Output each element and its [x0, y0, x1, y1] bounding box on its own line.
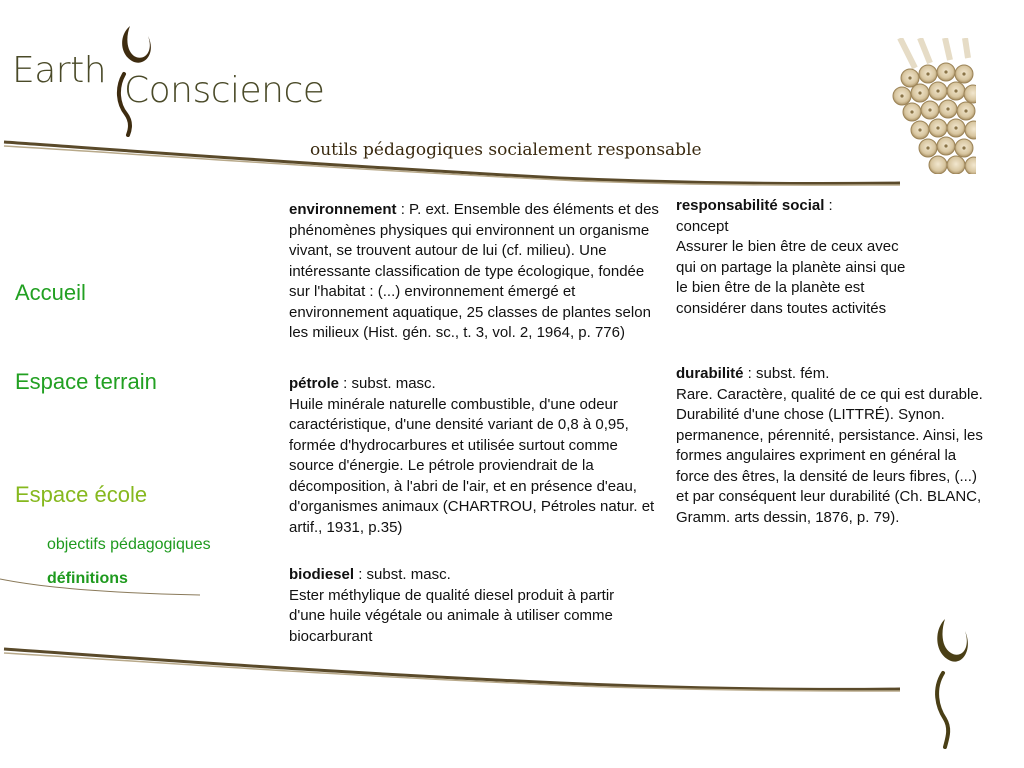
logo-word-conscience: Conscience	[124, 70, 325, 111]
nav-espace-terrain-link[interactable]: Espace terrain	[15, 369, 157, 394]
nav-accueil-link[interactable]: Accueil	[15, 280, 86, 305]
footer-divider-swoosh	[0, 645, 905, 697]
sprout-ornament-icon	[925, 615, 975, 750]
nav-objectifs-link[interactable]: objectifs pédagogiques	[47, 536, 211, 553]
definition-text: Assurer le bien être de ceux avec qui on partage la planète ainsi que le bien être de la planète est considérer dans toutes activités	[676, 238, 906, 317]
term-biodiesel: biodiesel	[289, 566, 355, 583]
definition-type: concept	[676, 217, 729, 235]
definition-environnement: environnement : P. ext. Ensemble des éléments et des phénomènes physiques qui environnent un organisme vivant, se trouvent autour de lui (cf. milieu). Une intéressante classification de type écologique, fondée sur l'habitat : (...) environnement émergé et environnement aquatique, 25 classes de plantes selon les milieux (Hist. gén. sc., t. 3, vol. 2, 1964, p. 776)	[289, 201, 659, 341]
definition-type: subst. masc.	[366, 566, 451, 583]
term-environnement: environnement	[289, 201, 397, 218]
nav-underline-swoosh	[0, 577, 205, 599]
definition-type: subst. fém.	[756, 365, 830, 382]
definition-text: Rare. Caractère, qualité de ce qui est durable. Durabilité d'une chose (LITTRÉ). Synon. permanence, pérennité, persistance. Ainsi, les formes angulaires expriment en général la force des êtres, la densité de leurs fibres, (...) et par conséquent leur durabilité (Ch. BLANC, Gramm. arts dessin, 1876, p. 79).	[676, 385, 983, 526]
term-responsabilite: responsabilité social	[676, 197, 825, 214]
definition-biodiesel: biodiesel : subst. masc. Ester méthylique de qualité diesel produit à partir d'une huile végétale ou animale à utiliser comme biocarburant	[289, 566, 615, 645]
logo-word-earth: Earth	[12, 50, 107, 91]
logo[interactable]	[8, 22, 348, 137]
definition-petrole: pétrole : subst. masc. Huile minérale naturelle combustible, d'une odeur caractéristique, d'une densité variant de 0,8 à 0,95, formée d'hydrocarbures et utilisée surtout comme source d'énergie. Le pétrole proviendrait de la décomposition, à l'abri de l'air, et en présence d'eau, d'organismes animaux (CHARTROU, Pétroles natur. et artif., 1931, p.35)	[289, 375, 655, 536]
definition-text: Ester méthylique de qualité diesel produit à partir d'une huile végétale ou animale à utiliser comme biocarburant	[289, 586, 615, 645]
nav-definitions-link[interactable]: définitions	[47, 570, 128, 587]
definition-type: subst. masc.	[351, 375, 436, 392]
definition-text: P. ext. Ensemble des éléments et des phénomènes physiques qui environnent un organisme vivant, se trouvent autour de lui (cf. milieu). Une intéressante classification de type écologique, fondée sur l'habitat : (...) environnement émergé et environnement aquatique, 25 classes de plantes selon les milieux (Hist. gén. sc., t. 3, vol. 2, 1964, p. 776)	[289, 201, 659, 341]
definition-durabilite: durabilité : subst. fém. Rare. Caractère, qualité de ce qui est durable. Durabilité d'une chose (LITTRÉ). Synon. permanence, pérennité, persistance. Ainsi, les formes angulaires expriment en général la force des êtres, la densité de leurs fibres, (...) et par conséquent leur durabilité (Ch. BLANC, Gramm. arts dessin, 1876, p. 79).	[676, 365, 983, 526]
definition-responsabilite-social: responsabilité social : concept Assurer le bien être de ceux avec qui on partage la planète ainsi que le bien être de la planète est considérer dans toutes activités	[676, 197, 906, 317]
term-petrole: pétrole	[289, 375, 340, 392]
definition-text: Huile minérale naturelle combustible, d'une odeur caractéristique, d'une densité variant de 0,8 à 0,95, formée d'hydrocarbures et utilisée surtout comme source d'énergie. Le pétrole proviendrait de la décomposition, à l'abri de l'air, et en présence d'eau, d'organismes animaux (CHARTROU, Pétroles natur. et artif., 1931, p.35)	[289, 395, 655, 536]
tagline: outils pédagogiques socialement responsable	[310, 140, 702, 160]
nav-espace-ecole-link[interactable]: Espace école	[15, 482, 148, 507]
header-divider-swoosh	[0, 138, 905, 190]
term-durabilite: durabilité	[676, 365, 744, 382]
